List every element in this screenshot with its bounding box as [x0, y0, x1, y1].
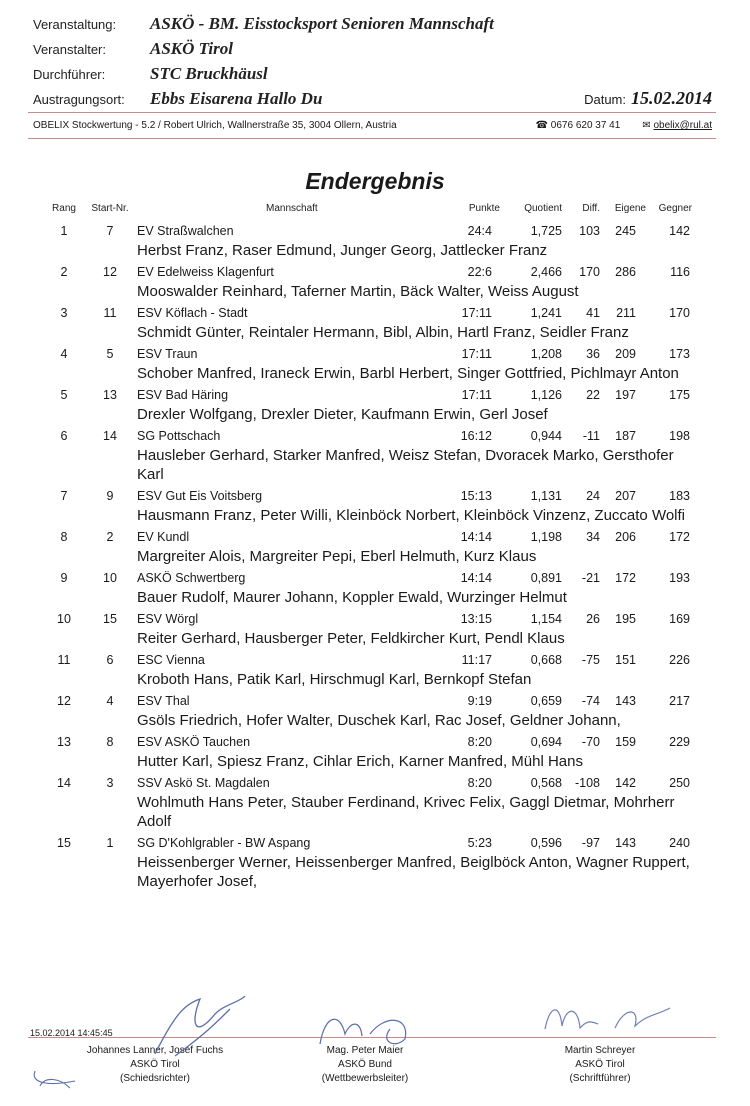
points: 9:19	[467, 694, 492, 708]
signature-referee	[55, 1044, 255, 1086]
quotient: 2,466	[530, 265, 562, 279]
date-label: Datum:	[584, 92, 626, 107]
result-entry	[0, 484, 750, 525]
team-name: ASKÖ Schwertberg	[137, 571, 246, 585]
player-names: Kroboth Hans, Patik Karl, Hirschmugl Karl, Bernkopf Stefan	[137, 671, 532, 688]
player-names: Margreiter Alois, Margreiter Pepi, Eberl Helmuth, Kurz Klaus	[137, 548, 537, 565]
rank: 12	[57, 694, 71, 708]
rank: 4	[60, 347, 68, 361]
rank: 11	[57, 653, 71, 667]
organizer-value: ASKÖ Tirol	[150, 39, 233, 58]
start-number: 1	[106, 836, 114, 850]
quotient: 1,241	[530, 306, 562, 320]
executor-label: Durchführer:	[33, 67, 106, 82]
difference: -74	[581, 694, 600, 708]
opponent-score: 198	[669, 429, 690, 443]
result-entry	[0, 260, 750, 301]
signature-recorder	[520, 1044, 680, 1086]
difference: 24	[586, 489, 600, 503]
opponent-score: 169	[669, 612, 690, 626]
signatory-role: (Schiedsrichter)	[119, 1073, 191, 1084]
points: 11:17	[461, 653, 492, 667]
result-entry	[0, 525, 750, 566]
start-number: 6	[106, 653, 114, 667]
quotient: 1,198	[530, 530, 562, 544]
rank: 10	[57, 612, 71, 626]
event-label: Veranstaltung:	[33, 17, 117, 32]
result-entry	[0, 566, 750, 607]
points: 24:4	[467, 224, 492, 238]
points: 17:11	[461, 306, 492, 320]
col-punkte: Punkte	[468, 203, 500, 214]
start-number: 3	[106, 776, 114, 790]
event-row	[33, 14, 494, 34]
team-name: ESV Traun	[137, 347, 198, 361]
executor-row	[33, 64, 268, 84]
own-score: 197	[615, 388, 636, 402]
start-number: 13	[103, 388, 117, 402]
venue-value: Ebbs Eisarena Hallo Du	[150, 89, 323, 108]
player-names: Gsöls Friedrich, Hofer Walter, Duschek Karl, Rac Josef, Geldner Johann,	[137, 712, 621, 729]
rank: 6	[60, 429, 68, 443]
table-row	[0, 831, 750, 853]
points: 14:14	[460, 530, 492, 544]
own-score: 206	[615, 530, 636, 544]
difference: -75	[581, 653, 600, 667]
table-row	[0, 771, 750, 793]
organizer-label: Veranstalter:	[33, 42, 106, 57]
own-score: 187	[615, 429, 636, 443]
signatory-name: Johannes Lanner, Josef Fuchs	[86, 1045, 224, 1056]
difference: -11	[582, 429, 600, 443]
signature-scribble-icon	[145, 994, 265, 1064]
result-entry	[0, 383, 750, 424]
result-entry	[0, 301, 750, 342]
print-timestamp: 15.02.2014 14:45:45	[30, 1028, 113, 1038]
difference: 36	[586, 347, 600, 361]
difference: 41	[586, 306, 600, 320]
opponent-score: 116	[670, 265, 690, 279]
player-names: Hausmann Franz, Peter Willi, Kleinböck Norbert, Kleinböck Vinzenz, Zuccato Wolfi	[137, 507, 686, 524]
table-row	[0, 219, 750, 241]
organizer-row	[33, 39, 233, 59]
opponent-score: 217	[669, 694, 690, 708]
quotient: 1,154	[530, 612, 562, 626]
result-entry	[0, 607, 750, 648]
opponent-score: 193	[669, 571, 690, 585]
points: 16:12	[460, 429, 492, 443]
own-score: 172	[615, 571, 636, 585]
executor-value: STC Bruckhäusl	[150, 64, 268, 83]
quotient: 1,208	[530, 347, 562, 361]
col-start: Start-Nr.	[91, 203, 129, 214]
signatory-name: Martin Schreyer	[564, 1045, 636, 1056]
team-name: SSV Askö St. Magdalen	[137, 776, 270, 790]
col-diff: Diff.	[582, 203, 600, 214]
signature-scribble-icon	[300, 1004, 430, 1054]
difference: 22	[586, 388, 600, 402]
own-score: 151	[615, 653, 636, 667]
difference: 26	[586, 612, 600, 626]
result-entry	[0, 730, 750, 771]
result-entry	[0, 219, 750, 260]
phone-number: ☎ 0676 620 37 41	[535, 120, 621, 131]
opponent-score: 142	[669, 224, 690, 238]
software-credit: OBELIX Stockwertung - 5.2 / Robert Ulrich, Wallnerstraße 35, 3004 Ollern, Austria	[33, 120, 397, 131]
date-value: 15.02.2014	[631, 88, 712, 108]
software-credit-line	[33, 120, 712, 131]
signatory-name: Mag. Peter Maier	[326, 1045, 404, 1056]
rank: 8	[60, 530, 68, 544]
col-gegner: Gegner	[658, 203, 692, 214]
col-quotient: Quotient	[524, 203, 562, 214]
rank: 15	[57, 836, 71, 850]
result-entry	[0, 689, 750, 730]
points: 8:20	[467, 735, 492, 749]
team-name: ESV Wörgl	[137, 612, 199, 626]
points: 8:20	[467, 776, 492, 790]
table-row	[0, 383, 750, 405]
player-names: Heissenberger Werner, Heissenberger Manfred, Beiglböck Anton, Wagner Ruppert, Mayerhofer Josef,	[137, 854, 690, 890]
result-entry	[0, 424, 750, 484]
venue-label: Austragungsort:	[33, 92, 125, 107]
own-score: 142	[615, 776, 636, 790]
rank: 13	[57, 735, 71, 749]
difference: 170	[579, 265, 600, 279]
own-score: 211	[616, 306, 636, 320]
team-name: SG Pottschach	[137, 429, 221, 443]
rank: 5	[60, 388, 68, 402]
result-entry	[0, 771, 750, 831]
opponent-score: 183	[669, 489, 690, 503]
signatory-org: ASKÖ Bund	[338, 1059, 392, 1070]
player-names: Schober Manfred, Iraneck Erwin, Barbl Herbert, Singer Gottfried, Pichlmayr Anton	[137, 365, 679, 382]
event-value: ASKÖ - BM. Eisstocksport Senioren Mannschaft	[150, 14, 494, 33]
team-name: ESV Bad Häring	[137, 388, 229, 402]
mail-icon: ✉	[642, 120, 651, 131]
email-link[interactable]: obelix@rul.at	[653, 120, 712, 131]
opponent-score: 175	[669, 388, 690, 402]
team-name: EV Edelweiss Klagenfurt	[137, 265, 274, 279]
opponent-score: 173	[669, 347, 690, 361]
quotient: 0,694	[530, 735, 562, 749]
difference: -70	[581, 735, 600, 749]
team-name: ESV Köflach - Stadt	[137, 306, 248, 320]
opponent-score: 226	[669, 653, 690, 667]
difference: -108	[574, 776, 600, 790]
result-entry	[0, 648, 750, 689]
start-number: 10	[103, 571, 117, 585]
results-table	[0, 219, 750, 891]
table-row	[0, 689, 750, 711]
start-number: 11	[103, 306, 117, 320]
table-row	[0, 525, 750, 547]
start-number: 7	[106, 224, 114, 238]
table-row	[0, 260, 750, 282]
quotient: 0,668	[530, 653, 562, 667]
col-eigene: Eigene	[614, 203, 646, 214]
opponent-score: 172	[669, 530, 690, 544]
page-title: Endergebnis	[305, 168, 445, 194]
own-score: 143	[615, 694, 636, 708]
quotient: 0,568	[530, 776, 562, 790]
team-name: EV Straßwalchen	[137, 224, 234, 238]
signatory-org: ASKÖ Tirol	[130, 1059, 180, 1070]
points: 22:6	[467, 265, 492, 279]
team-name: ESV ASKÖ Tauchen	[137, 735, 251, 749]
table-row	[0, 424, 750, 446]
player-names: Reiter Gerhard, Hausberger Peter, Feldkircher Kurt, Pendl Klaus	[137, 630, 565, 647]
rank: 14	[57, 776, 71, 790]
start-number: 2	[106, 530, 114, 544]
team-name: EV Kundl	[137, 530, 190, 544]
player-names: Wohlmuth Hans Peter, Stauber Ferdinand, Krivec Felix, Gaggl Dietmar, Mohrherr Adolf	[137, 794, 675, 830]
result-entry	[0, 342, 750, 383]
table-row	[0, 648, 750, 670]
signature-scribble-icon	[530, 994, 680, 1039]
own-score: 245	[615, 224, 636, 238]
table-row	[0, 301, 750, 323]
table-row	[0, 484, 750, 506]
player-names: Mooswalder Reinhard, Taferner Martin, Bäck Walter, Weiss August	[137, 283, 579, 300]
own-score: 143	[615, 836, 636, 850]
opponent-score: 240	[669, 836, 690, 850]
signature-scribble-icon	[30, 1056, 90, 1096]
team-name: ESV Gut Eis Voitsberg	[137, 489, 263, 503]
start-number: 5	[106, 347, 114, 361]
rank: 3	[60, 306, 68, 320]
team-name: ESV Thal	[137, 694, 190, 708]
start-number: 15	[103, 612, 117, 626]
contact-info	[536, 120, 712, 131]
opponent-score: 250	[669, 776, 690, 790]
opponent-score: 229	[669, 735, 690, 749]
player-names: Herbst Franz, Raser Edmund, Junger Georg, Jattlecker Franz	[137, 242, 548, 259]
difference: -21	[581, 571, 600, 585]
email-block	[642, 120, 712, 131]
signature-competition-lead	[280, 1044, 450, 1086]
quotient: 1,126	[530, 388, 562, 402]
player-names: Schmidt Günter, Reintaler Hermann, Bibl, Albin, Hartl Franz, Seidler Franz	[137, 324, 629, 341]
col-team: Mannschaft	[266, 203, 318, 214]
header-divider	[28, 112, 716, 113]
signatory-org: ASKÖ Tirol	[575, 1059, 625, 1070]
col-rang: Rang	[52, 203, 76, 214]
player-names: Bauer Rudolf, Maurer Johann, Koppler Ewald, Wurzinger Helmut	[137, 589, 567, 606]
points: 17:11	[461, 388, 492, 402]
player-names: Hutter Karl, Spiesz Franz, Cihlar Erich, Karner Manfred, Mühl Hans	[137, 753, 583, 770]
points: 5:23	[467, 836, 492, 850]
signatory-role: (Schriftführer)	[569, 1073, 631, 1084]
quotient: 0,891	[530, 571, 562, 585]
start-number: 8	[106, 735, 114, 749]
start-number: 9	[106, 489, 114, 503]
quotient: 0,944	[530, 429, 562, 443]
table-row	[0, 730, 750, 752]
team-name: ESC Vienna	[137, 653, 205, 667]
points: 17:11	[461, 347, 492, 361]
difference: -97	[581, 836, 600, 850]
points: 15:13	[460, 489, 492, 503]
own-score: 207	[615, 489, 636, 503]
result-entry	[0, 831, 750, 891]
difference: 103	[579, 224, 600, 238]
venue-row	[33, 89, 322, 109]
rank: 9	[60, 571, 68, 585]
own-score: 159	[615, 735, 636, 749]
quotient: 0,659	[530, 694, 562, 708]
signatory-role: (Wettbewerbsleiter)	[321, 1073, 409, 1084]
rank: 1	[60, 224, 68, 238]
table-row	[0, 342, 750, 364]
opponent-score: 170	[669, 306, 690, 320]
date-field	[584, 88, 712, 109]
player-names: Hausleber Gerhard, Starker Manfred, Weisz Stefan, Dvoracek Marko, Gersthofer Karl	[137, 447, 674, 483]
points: 13:15	[460, 612, 492, 626]
start-number: 12	[103, 265, 117, 279]
table-row	[0, 607, 750, 629]
own-score: 209	[615, 347, 636, 361]
quotient: 1,725	[530, 224, 562, 238]
quotient: 0,596	[530, 836, 562, 850]
player-names: Drexler Wolfgang, Drexler Dieter, Kaufmann Erwin, Gerl Josef	[137, 406, 548, 423]
points: 14:14	[460, 571, 492, 585]
quotient: 1,131	[530, 489, 562, 503]
start-number: 4	[106, 694, 114, 708]
team-name: SG D'Kohlgrabler - BW Aspang	[137, 836, 311, 850]
own-score: 195	[615, 612, 636, 626]
difference: 34	[586, 530, 600, 544]
own-score: 286	[615, 265, 636, 279]
rank: 2	[60, 265, 68, 279]
rank: 7	[60, 489, 68, 503]
credit-divider	[28, 138, 716, 139]
table-row	[0, 566, 750, 588]
start-number: 14	[103, 429, 117, 443]
